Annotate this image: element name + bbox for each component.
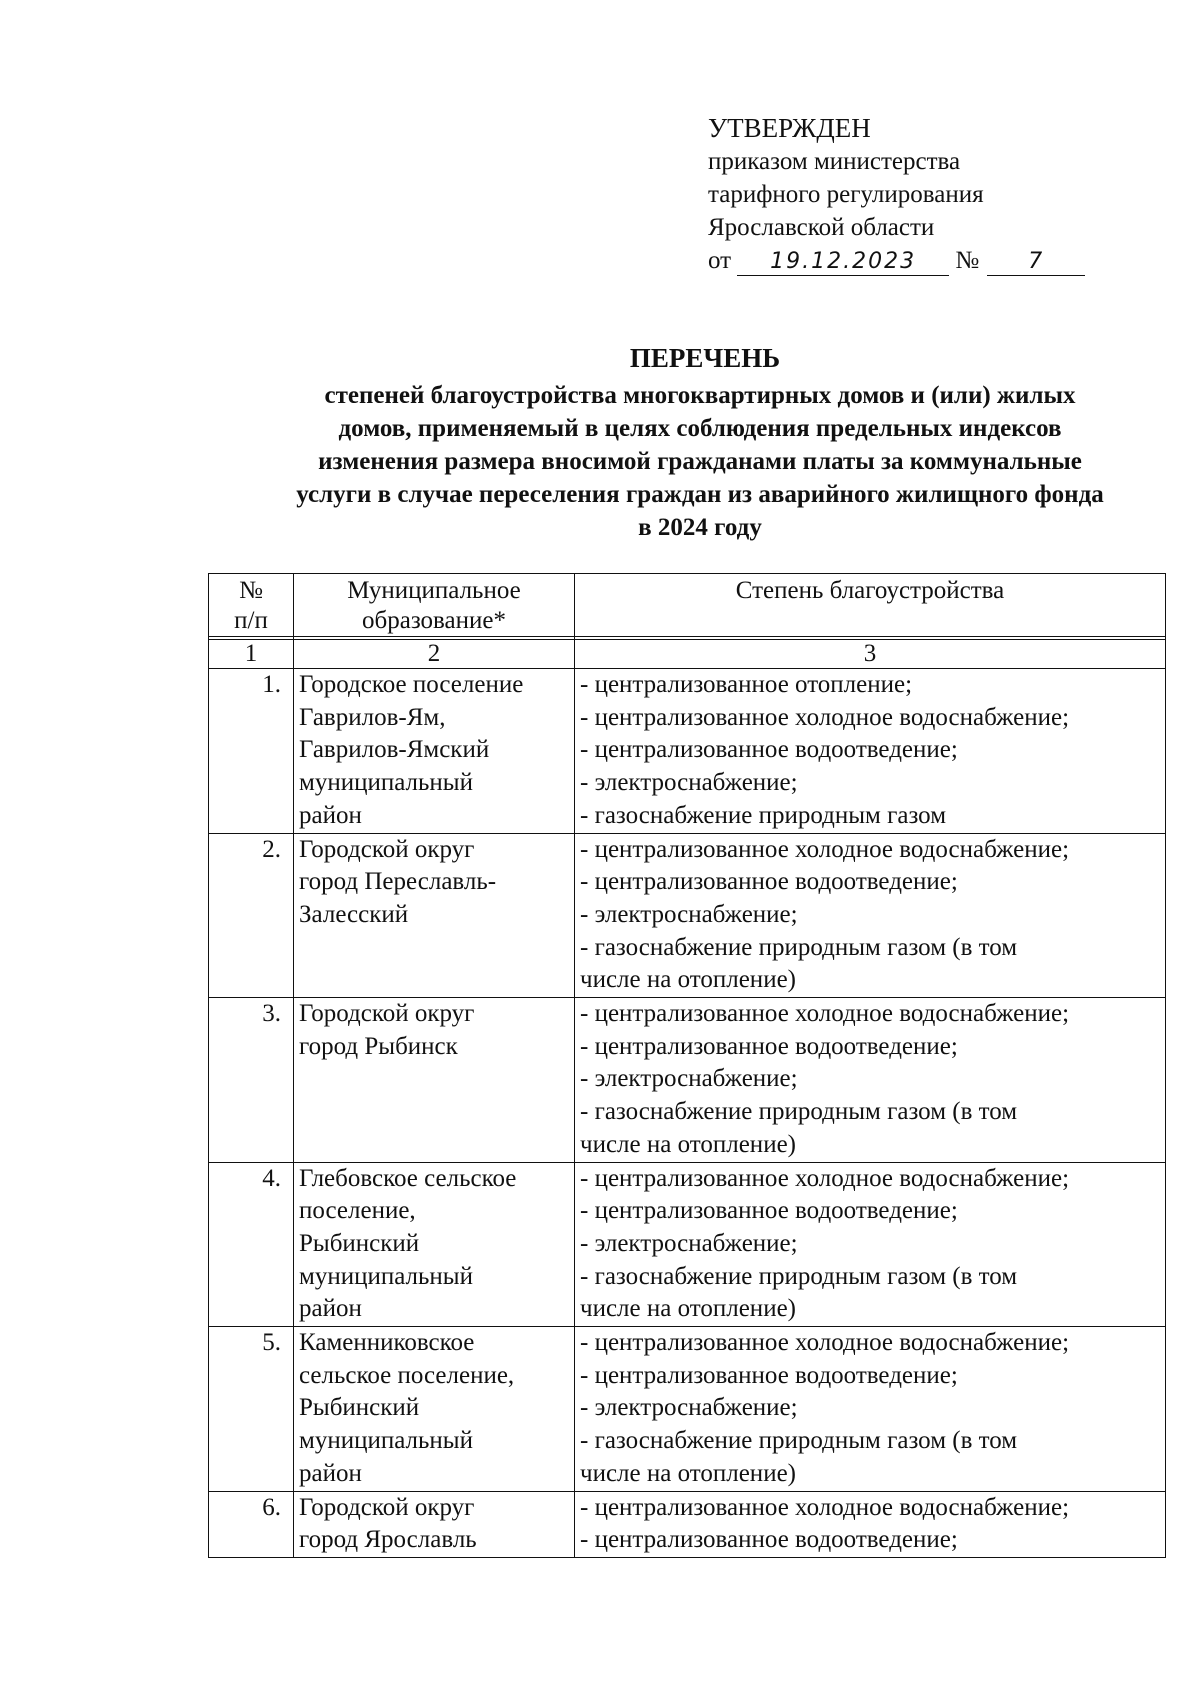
column-index-cell: 2 — [294, 640, 575, 669]
degree-cell — [575, 669, 1166, 834]
municipality-cell — [294, 669, 575, 834]
from-label: от — [708, 247, 732, 274]
improvement-item: - централизованное водоотведение; — [580, 736, 958, 764]
municipality-cell — [294, 833, 575, 998]
degree-cell — [575, 1162, 1166, 1327]
municipality-name: Каменниковское сельское поселение, Рыбинский муниципальный район — [299, 1329, 515, 1487]
approval-line-3: Ярославской области — [708, 214, 935, 241]
municipality-cell — [294, 1491, 575, 1557]
approval-line-1: приказом министерства — [708, 148, 961, 175]
improvement-item: - газоснабжение природным газом (в том числе на отопление) — [580, 1262, 1018, 1323]
table-row — [209, 1491, 1166, 1557]
municipality-name: Городской округ город Рыбинск — [299, 1000, 475, 1060]
improvement-item: - электроснабжение; — [580, 1065, 798, 1093]
title-subtitle: степеней благоустройства многоквартирных домов и (или) жилых домов, применяемый в целях соблюдения предельных индексов изменения размера вносимой гражданами платы за коммунальные услуги в случае переселения граждан из аварийного жилищного фонда в 2024 году — [296, 382, 1104, 541]
column-index-cell: 1 — [209, 640, 294, 669]
header-municipality: Муниципальное образование* — [294, 574, 575, 637]
improvement-item: - электроснабжение; — [580, 1229, 798, 1257]
improvement-item: - централизованное холодное водоснабжение; — [580, 703, 1070, 731]
header-no: № п/п — [209, 574, 294, 637]
improvement-item: - централизованное холодное водоснабжение; — [580, 835, 1070, 863]
approval-block — [708, 112, 1085, 277]
improvement-item: - централизованное водоотведение; — [580, 1526, 958, 1554]
improvement-item: - централизованное холодное водоснабжение; — [580, 1329, 1070, 1357]
improvement-item: - газоснабжение природным газом — [580, 801, 947, 829]
column-index-row — [209, 640, 1166, 669]
municipality-name: Городской округ город Ярославль — [299, 1493, 477, 1554]
degree-cell — [575, 1327, 1166, 1492]
municipality-cell — [294, 1162, 575, 1327]
municipality-cell — [294, 998, 575, 1163]
number-label: № — [955, 247, 980, 274]
row-number: 5. — [209, 1327, 294, 1492]
improvement-item: - электроснабжение; — [580, 1394, 798, 1422]
improvement-item: - газоснабжение природным газом (в том числе на отопление) — [580, 1427, 1018, 1487]
approval-date: 19.12.2023 — [737, 249, 949, 276]
table-row — [209, 1162, 1166, 1327]
improvement-item: - централизованное водоотведение; — [580, 1032, 958, 1060]
improvement-degree-table — [208, 573, 1166, 1558]
improvement-item: - газоснабжение природным газом (в том числе на отопление) — [580, 933, 1018, 994]
municipality-name: Глебовское сельское поселение, Рыбинский муниципальный район — [299, 1164, 517, 1323]
improvement-item: - централизованное холодное водоснабжение; — [580, 1000, 1070, 1028]
improvement-item: - газоснабжение природным газом (в том числе на отопление) — [580, 1098, 1018, 1158]
municipality-cell — [294, 1327, 575, 1492]
table-row — [209, 669, 1166, 834]
improvement-item: - централизованное водоотведение; — [580, 1197, 958, 1225]
degree-cell — [575, 998, 1166, 1163]
approval-heading: УТВЕРЖДЕН — [708, 113, 871, 143]
improvement-item: - централизованное холодное водоснабжение; — [580, 1164, 1070, 1192]
row-number: 2. — [209, 833, 294, 998]
degree-cell — [575, 833, 1166, 998]
column-index-cell: 3 — [575, 640, 1166, 669]
row-number: 1. — [209, 669, 294, 834]
municipality-name: Городской округ город Переславль- Залесский — [299, 835, 497, 928]
table-body — [209, 637, 1166, 1558]
row-number: 6. — [209, 1491, 294, 1557]
row-number: 4. — [209, 1162, 294, 1327]
table-row — [209, 1327, 1166, 1492]
table-row — [209, 833, 1166, 998]
improvement-item: - централизованное холодное водоснабжение; — [580, 1493, 1070, 1521]
improvement-item: - централизованное водоотведение; — [580, 1361, 958, 1389]
improvement-item: - централизованное водоотведение; — [580, 868, 958, 896]
degree-cell — [575, 1491, 1166, 1557]
table-header-row — [209, 574, 1166, 637]
municipality-name: Городское поселение Гаврилов-Ям, Гаврилов-Ямский муниципальный район — [299, 671, 524, 829]
document-title — [200, 342, 1200, 544]
improvement-item: - электроснабжение; — [580, 769, 798, 797]
approval-line-2: тарифного регулирования — [708, 181, 984, 208]
improvement-item: - электроснабжение; — [580, 900, 798, 928]
improvement-item: - централизованное отопление; — [580, 671, 913, 698]
approval-number: 7 — [987, 249, 1085, 276]
approval-date-line — [708, 244, 1085, 277]
header-degree: Степень благоустройства — [575, 574, 1166, 637]
table-row — [209, 998, 1166, 1163]
title-main: ПЕРЕЧЕНЬ — [629, 343, 781, 373]
row-number: 3. — [209, 998, 294, 1163]
